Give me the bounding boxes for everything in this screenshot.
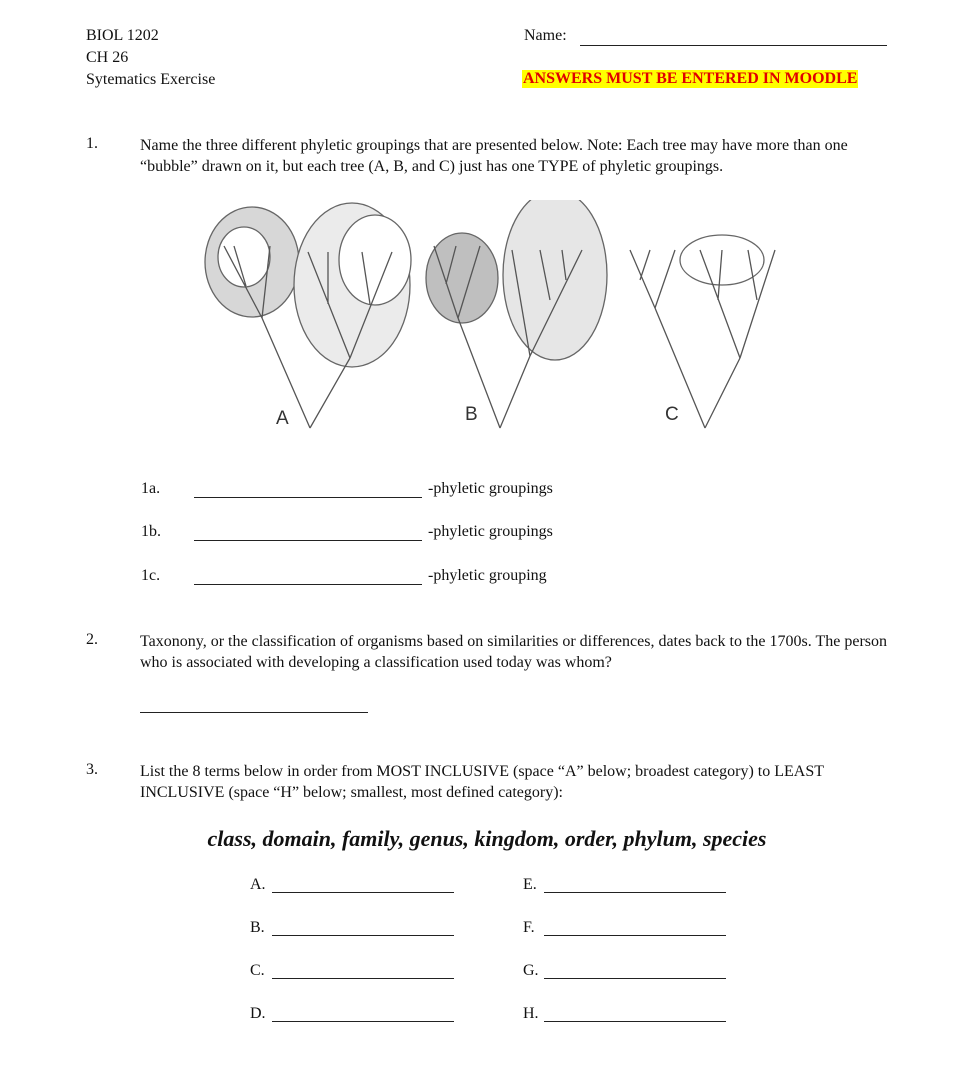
- chapter-label: CH 26: [86, 49, 129, 66]
- blank-g-field[interactable]: [544, 978, 726, 979]
- blank-f-field[interactable]: [544, 935, 726, 936]
- answer-1a-suffix: -phyletic groupings: [428, 480, 553, 497]
- blank-d-field[interactable]: [272, 1021, 454, 1022]
- answer-1c-field[interactable]: [194, 584, 422, 585]
- tree-c-bubble: [680, 235, 764, 285]
- tree-a-bubble-3: [339, 215, 411, 305]
- blank-h-field[interactable]: [544, 1021, 726, 1022]
- blank-d-label: D.: [250, 1005, 266, 1022]
- answer-1b-label: 1b.: [141, 523, 161, 540]
- tree-label-a: A: [276, 408, 289, 429]
- answer-1a-field[interactable]: [194, 497, 422, 498]
- blank-e-field[interactable]: [544, 892, 726, 893]
- tree-label-b: B: [465, 404, 478, 425]
- answer-1a-label: 1a.: [141, 480, 161, 497]
- tree-label-c: C: [665, 404, 679, 425]
- answer-1c-label: 1c.: [141, 567, 161, 584]
- blank-a-label: A.: [250, 876, 266, 893]
- q2-text: Taxonony, or the classification of organisms based on similarities or differences, dates back to the 1700s. The person who is associated with developing a classification used today was whom?: [140, 633, 887, 671]
- q1-text: Name the three different phyletic groupings that are presented below. Note: Each tree may have more than one “bubble” drawn on it, but each tree (A, B, and C) just has one TYPE of phyletic groupings.: [140, 137, 848, 175]
- q3-text: List the 8 terms below in order from MOST INCLUSIVE (space “A” below; broadest category) to LEAST INCLUSIVE (space “H” below; smallest, most defined category):: [140, 763, 824, 801]
- tree-b: [426, 200, 607, 428]
- answer-1b-field[interactable]: [194, 540, 422, 541]
- blank-e-label: E.: [523, 876, 537, 893]
- blank-a-field[interactable]: [272, 892, 454, 893]
- taxonomy-terms: class, domain, family, genus, kingdom, order, phylum, species: [207, 826, 767, 851]
- blank-b-label: B.: [250, 919, 265, 936]
- course-code: BIOL 1202: [86, 27, 159, 44]
- q1-number: 1.: [86, 135, 98, 152]
- blank-h-label: H.: [523, 1005, 539, 1022]
- blank-c-label: C.: [250, 962, 265, 979]
- tree-a: [205, 203, 411, 428]
- tree-c: [630, 235, 775, 428]
- moodle-notice: ANSWERS MUST BE ENTERED IN MOODLE: [523, 70, 858, 87]
- blank-g-label: G.: [523, 962, 539, 979]
- blank-c-field[interactable]: [272, 978, 454, 979]
- name-field[interactable]: [580, 45, 887, 46]
- blank-f-label: F.: [523, 919, 535, 936]
- phyletic-trees-figure: [200, 200, 800, 440]
- name-label: Name:: [524, 27, 567, 44]
- tree-b-bubble-1: [426, 233, 498, 323]
- answer-1b-suffix: -phyletic groupings: [428, 523, 553, 540]
- answer-1c-suffix: -phyletic grouping: [428, 567, 547, 584]
- blank-b-field[interactable]: [272, 935, 454, 936]
- tree-b-bubble-2: [503, 200, 607, 360]
- q3-number: 3.: [86, 761, 98, 778]
- exercise-title: Sytematics Exercise: [86, 71, 216, 88]
- answer-2-field[interactable]: [140, 712, 368, 713]
- q2-number: 2.: [86, 631, 98, 648]
